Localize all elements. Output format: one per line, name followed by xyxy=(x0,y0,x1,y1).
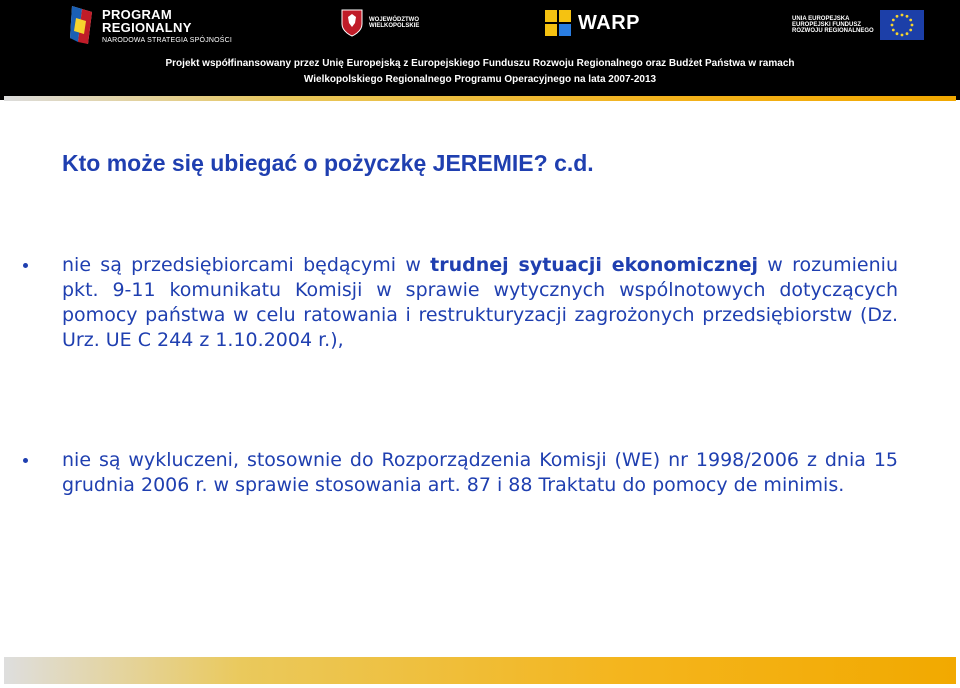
wojewodztwo-line2: WIELKOPOLSKIE xyxy=(369,23,420,29)
eu-line3: ROZWOJU REGIONALNEGO xyxy=(792,28,874,35)
project-caption xyxy=(150,56,810,88)
bullet-1-text-post: w rozumieniu pkt. 9-11 komunikatu Komisji w sprawie wytycznych wspólnotowych dotyczących pomocy państwa w celu ratowania i restrukturyzacji zagrożonych przedsiębiorstw (Dz. Urz. UE C 244 z 1.10.2004 r.), xyxy=(62,254,898,351)
bullet-item-2 xyxy=(62,448,898,498)
wojewodztwo-line1: WOJEWÓDZTWO xyxy=(369,16,419,23)
program-regionalny-logo xyxy=(66,4,232,48)
program-regionalny-line3: NARODOWA STRATEGIA SPÓJNOŚCI xyxy=(102,36,233,44)
eu-line2: EUROPEJSKI FUNDUSZ xyxy=(792,21,862,28)
warp-logo-text: WARP xyxy=(578,11,640,34)
program-regionalny-icon xyxy=(66,4,96,48)
bullet-item-1 xyxy=(62,253,898,353)
eu-logo xyxy=(792,10,924,40)
wojewodztwo-logo xyxy=(340,8,419,38)
header-banner xyxy=(0,0,960,100)
program-regionalny-line1: PROGRAM xyxy=(102,6,172,22)
bullet-dot-icon xyxy=(23,458,28,463)
top-divider xyxy=(4,96,956,101)
project-caption-line1: Projekt współfinansowany przez Unię Europejską z Europejskiego Funduszu Rozwoju Regionalnego oraz Budżet Państwa w ramach xyxy=(165,58,795,69)
project-caption-line2: Wielkopolskiego Regionalnego Programu Operacyjnego na lata 2007-2013 xyxy=(303,74,657,85)
bullet-1-text-pre: nie są przedsiębiorcami będącymi w xyxy=(62,254,431,276)
bullet-dot-icon xyxy=(23,263,28,268)
slide-title: Kto może się ubiegać o pożyczkę JEREMIE? c.d. xyxy=(62,150,594,176)
program-regionalny-line2: REGIONALNY xyxy=(102,20,192,36)
bullet-1-text-bold: trudnej sytuacji ekonomicznej xyxy=(430,254,758,276)
eu-flag-icon xyxy=(880,10,924,40)
coat-of-arms-icon xyxy=(340,8,364,38)
bullet-2-text: nie są wykluczeni, stosownie do Rozporządzenia Komisji (WE) nr 1998/2006 z dnia 15 grudnia 2006 r. w sprawie stosowania art. 87 i 88 Traktatu do pomocy de minimis. xyxy=(62,449,898,496)
warp-squares-icon xyxy=(544,9,572,37)
warp-logo xyxy=(544,9,640,37)
eu-line1: UNIA EUROPEJSKA xyxy=(792,15,850,22)
footer-bar xyxy=(4,657,956,684)
